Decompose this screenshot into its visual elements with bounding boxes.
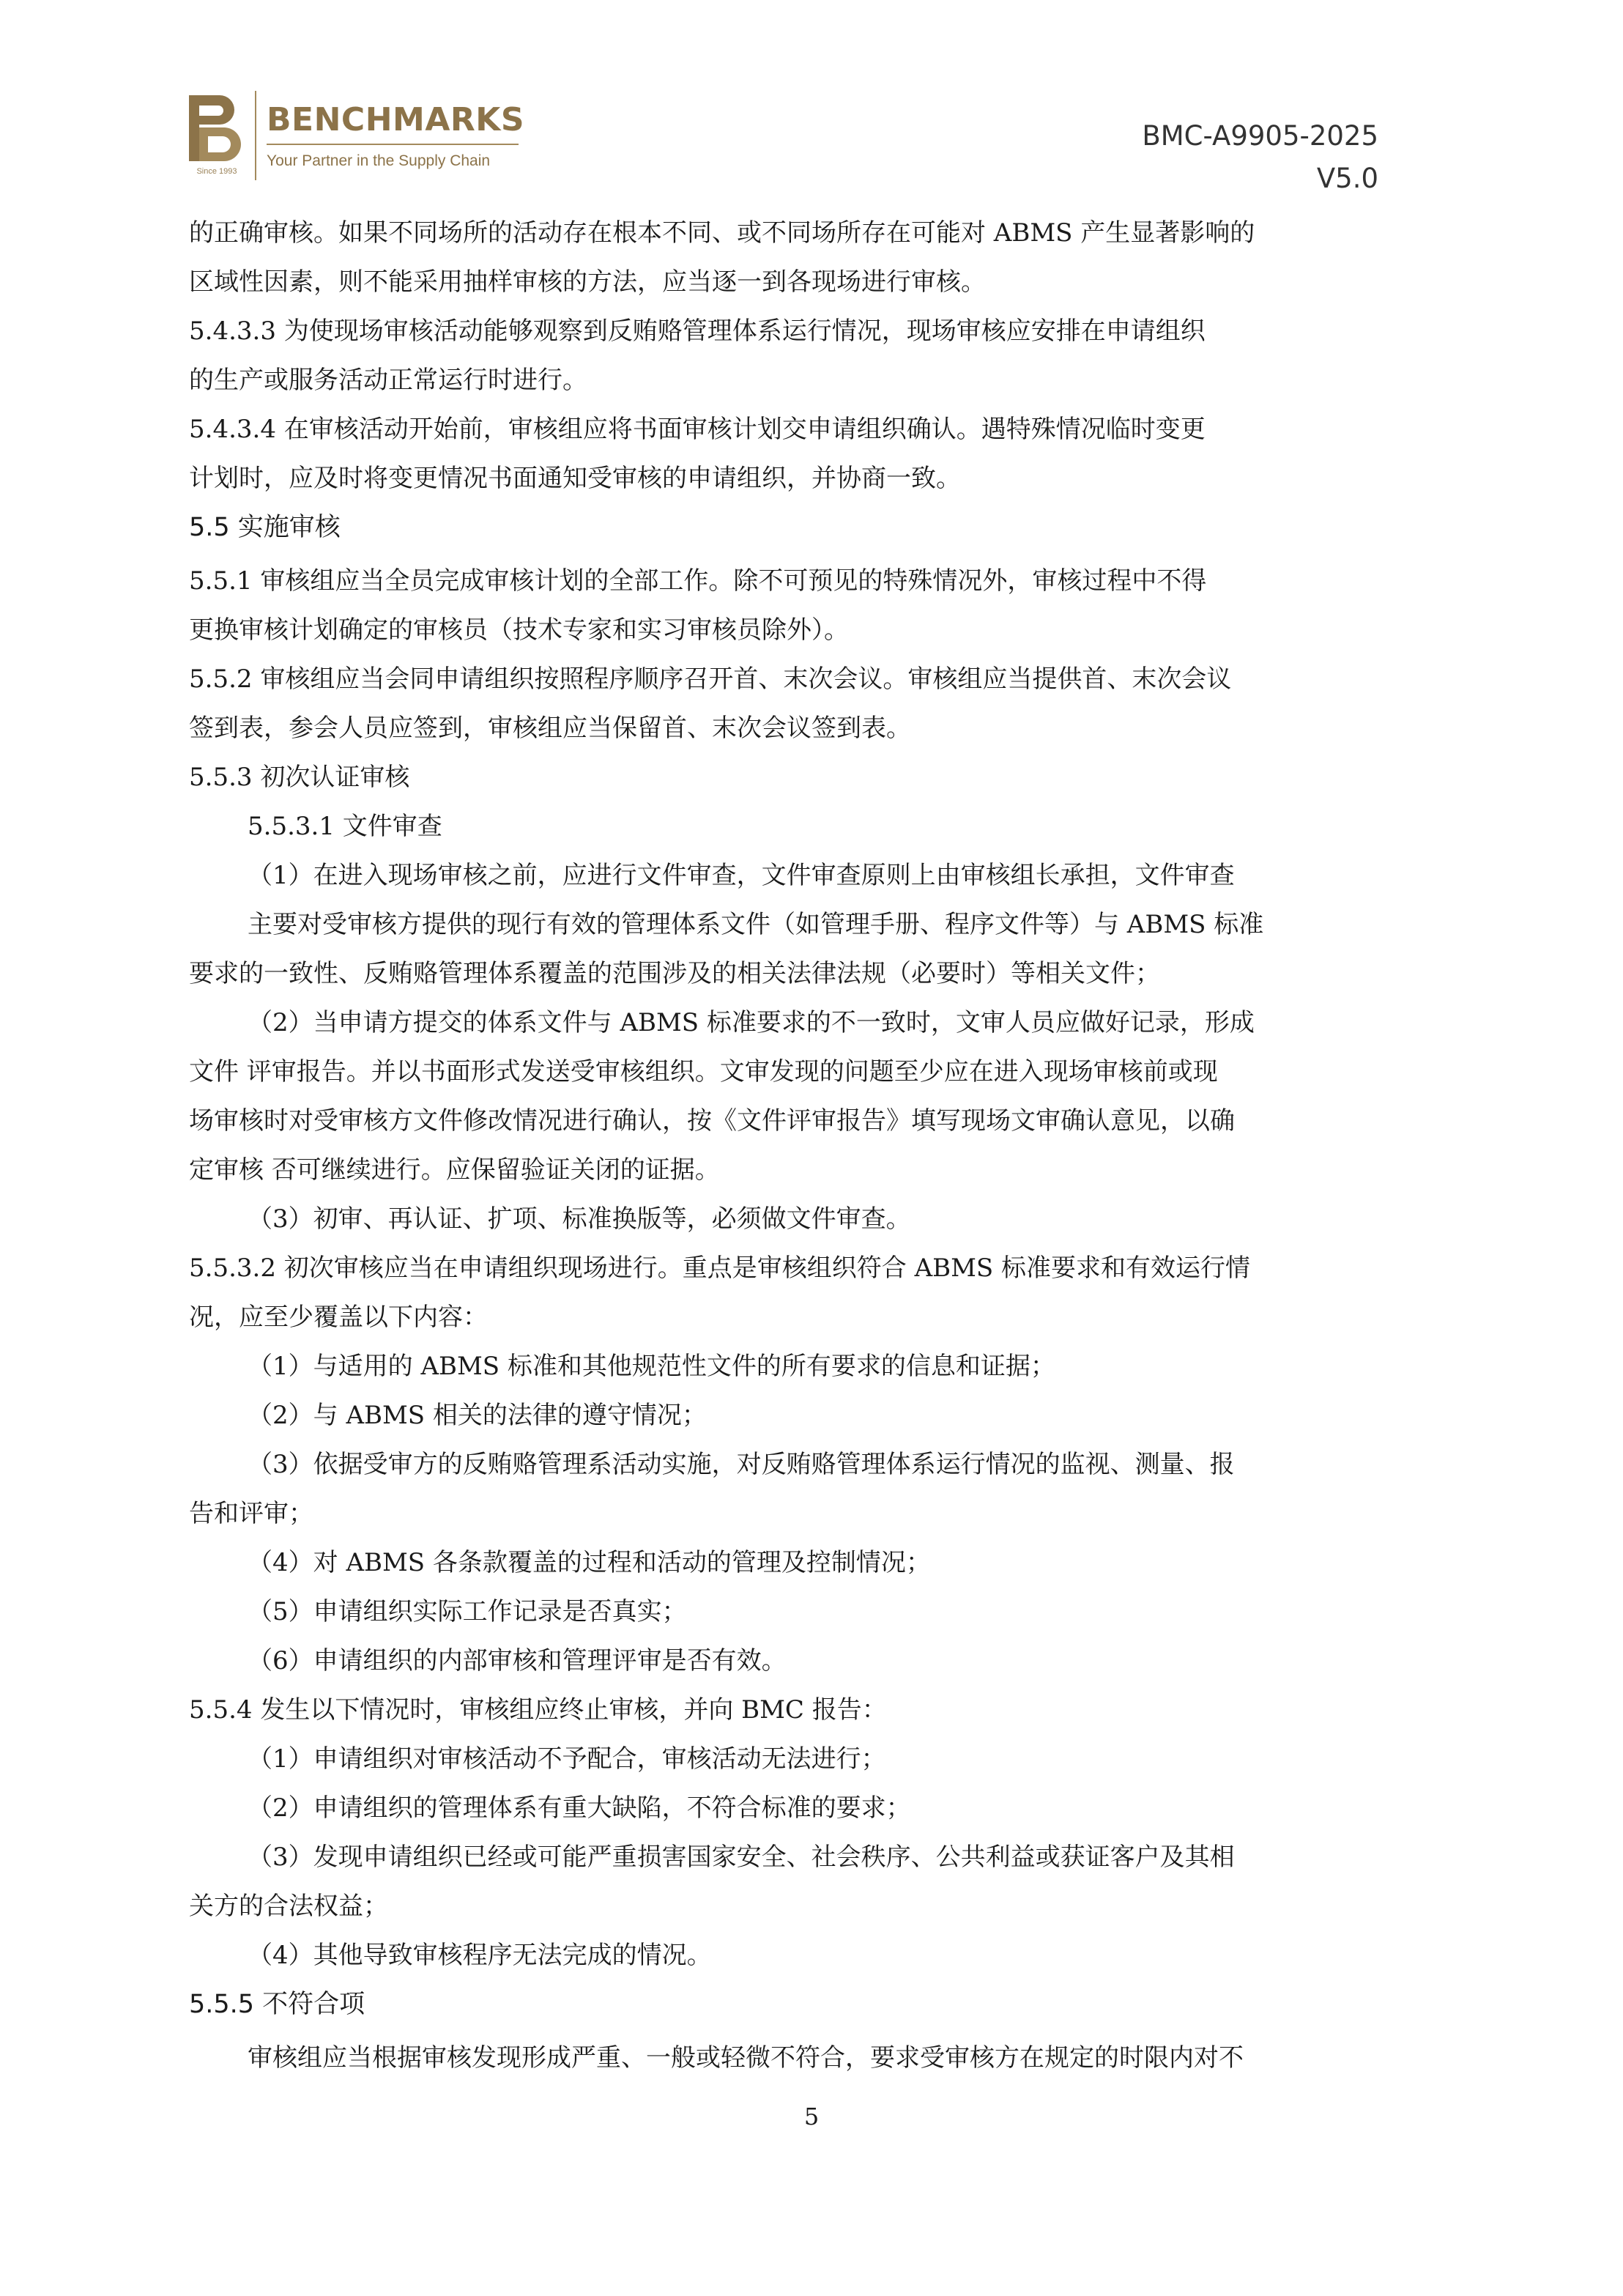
logo-since-text: Since 1993: [196, 167, 237, 176]
paragraph-line: 文件 评审报告。并以书面形式发送受审核组织。文审发现的问题至少应在进入现场审核前或现: [189, 1057, 1218, 1086]
paragraph-line: 主要对受审核方提供的现行有效的管理体系文件（如管理手册、程序文件等）与 ABMS 标准: [248, 910, 1264, 939]
paragraph-line: 5.4.3.3 为使现场审核活动能够观察到反贿赂管理体系运行情况，现场审核应安排在申请组织: [189, 316, 1206, 346]
subsection-heading: 5.5.3.1 文件审查: [248, 812, 442, 841]
paragraph-line: 况，应至少覆盖以下内容：: [189, 1303, 488, 1332]
paragraph-line: 要求的一致性、反贿赂管理体系覆盖的范围涉及的相关法律法规（必要时）等相关文件；: [189, 959, 1160, 988]
paragraph-line: 场审核时对受审核方文件修改情况进行确认，按《文件评审报告》填写现场文审确认意见，以确: [189, 1106, 1235, 1136]
section-heading: 5.5 实施审核: [189, 513, 341, 542]
document-code: BMC-A9905-2025: [1142, 120, 1378, 152]
logo-divider: [255, 91, 256, 180]
list-item: （2）申请组织的管理体系有重大缺陷，不符合标准的要求；: [248, 1793, 911, 1823]
paragraph-line: 5.5.1 审核组应当全员完成审核计划的全部工作。除不可预见的特殊情况外，审核过程中不得: [189, 566, 1207, 596]
list-item: （1）与适用的 ABMS 标准和其他规范性文件的所有要求的信息和证据；: [248, 1352, 1055, 1381]
paragraph-line: 签到表，参会人员应签到，审核组应当保留首、末次会议签到表。: [189, 714, 911, 743]
section-heading: 5.5.5 不符合项: [189, 1990, 365, 2019]
list-item: （4）其他导致审核程序无法完成的情况。: [248, 1941, 712, 1970]
list-item: （2）当申请方提交的体系文件与 ABMS 标准要求的不一致时，文审人员应做好记录，形成: [248, 1008, 1255, 1037]
paragraph-line: 的生产或服务活动正常运行时进行。: [189, 366, 587, 395]
paragraph-line: 关方的合法权益；: [189, 1892, 388, 1921]
document-version: V5.0: [1316, 163, 1378, 194]
paragraph-line: 的正确审核。如果不同场所的活动存在根本不同、或不同场所存在可能对 ABMS 产生显著影响的: [189, 218, 1255, 248]
paragraph-line: 告和评审；: [189, 1499, 313, 1528]
list-item: （2）与 ABMS 相关的法律的遵守情况；: [248, 1401, 707, 1430]
page-number: 5: [803, 2103, 820, 2130]
paragraph-line: 审核组应当根据审核发现形成严重、一般或轻微不符合，要求受审核方在规定的时限内对不: [248, 2043, 1244, 2073]
paragraph-line: 计划时，应及时将变更情况书面通知受审核的申请组织，并协商一致。: [189, 464, 961, 493]
paragraph-line: 更换审核计划确定的审核员（技术专家和实习审核员除外）。: [189, 615, 849, 645]
paragraph-line: 5.5.4 发生以下情况时，审核组应终止审核，并向 BMC 报告：: [189, 1695, 887, 1725]
subsection-heading: 5.5.3 初次认证审核: [189, 763, 410, 792]
list-item: （3）依据受审方的反贿赂管理系活动实施，对反贿赂管理体系运行情况的监视、测量、报: [248, 1450, 1235, 1479]
paragraph-line: 5.5.3.2 初次审核应当在申请组织现场进行。重点是审核组织符合 ABMS 标准要求和有效运行情: [189, 1253, 1251, 1283]
list-item: （3）发现申请组织已经或可能严重损害国家安全、社会秩序、公共利益或获证客户及其相: [248, 1843, 1235, 1872]
list-item: （3）初审、再认证、扩项、标准换版等，必须做文件审查。: [248, 1204, 911, 1234]
paragraph-line: 定审核 否可继续进行。应保留验证关闭的证据。: [189, 1155, 720, 1185]
list-item: （4）对 ABMS 各条款覆盖的过程和活动的管理及控制情况；: [248, 1548, 931, 1577]
list-item: （1）在进入现场审核之前，应进行文件审查，文件审查原则上由审核组长承担，文件审查: [248, 861, 1235, 890]
brand-name: BENCHMARKS: [267, 101, 525, 138]
paragraph-line: 5.4.3.4 在审核活动开始前，审核组应将书面审核计划交申请组织确认。遇特殊情况临时变更: [189, 415, 1206, 444]
company-logo: [187, 86, 524, 182]
paragraph-line: 5.5.2 审核组应当会同申请组织按照程序顺序召开首、末次会议。审核组应当提供首、末次会议: [189, 664, 1232, 694]
logo-rule: [267, 144, 519, 145]
paragraph-line: 区域性因素，则不能采用抽样审核的方法，应当逐一到各现场进行审核。: [189, 267, 986, 297]
list-item: （1）申请组织对审核活动不予配合，审核活动无法进行；: [248, 1744, 886, 1774]
list-item: （6）申请组织的内部审核和管理评审是否有效。: [248, 1646, 787, 1675]
brand-tagline: Your Partner in the Supply Chain: [267, 152, 491, 169]
document-body: [189, 209, 1390, 2083]
list-item: （5）申请组织实际工作记录是否真实；: [248, 1597, 687, 1626]
benchmarks-logo-icon: [187, 94, 242, 163]
